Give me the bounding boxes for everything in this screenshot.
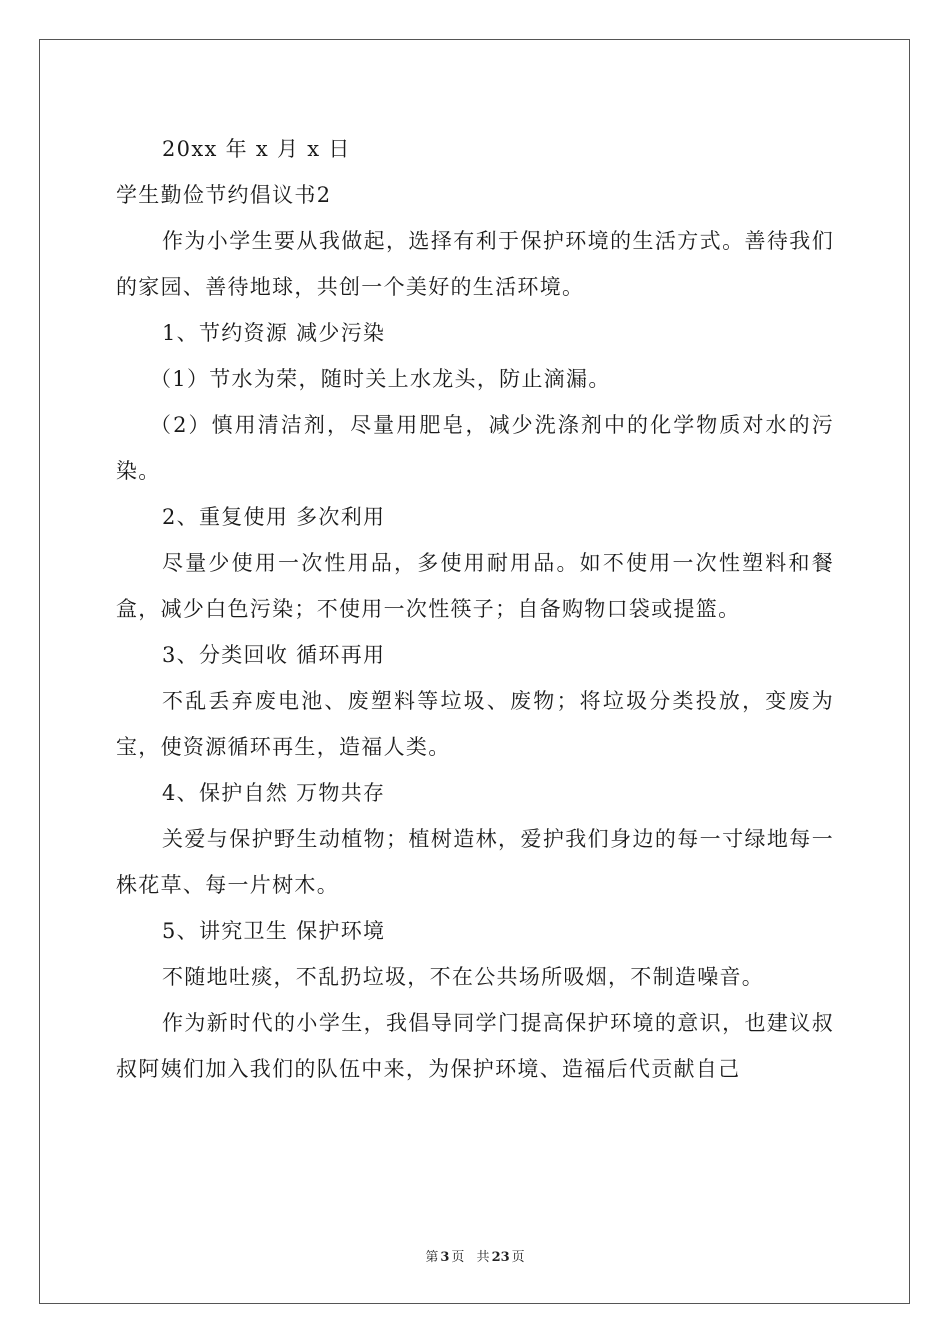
section-heading: 4、保护自然 万物共存 <box>162 781 386 805</box>
paragraph: 关爱与保护野生动植物；植树造林，爱护我们身边的每一寸绿地每一株花草、每一片树木。 <box>116 827 834 897</box>
section-heading: 3、分类回收 循环再用 <box>162 643 386 667</box>
document-body <box>116 126 834 1092</box>
paragraph: 不随地吐痰，不乱扔垃圾，不在公共场所吸烟，不制造噪音。 <box>162 965 765 989</box>
list-item: （2）慎用清洁剂，尽量用肥皂，减少洗涤剂中的化学物质对水的污染。 <box>116 413 834 483</box>
document-title: 学生勤俭节约倡议书2 <box>116 183 332 207</box>
section-heading: 5、讲究卫生 保护环境 <box>162 919 386 943</box>
page-footer <box>0 1246 950 1265</box>
list-item: （1）节水为荣，随时关上水龙头，防止滴漏。 <box>150 367 611 391</box>
paragraph: 作为新时代的小学生，我倡导同学门提高保护环境的意识，也建议叔叔阿姨们加入我们的队伍中来，为保护环境、造福后代贡献自己 <box>116 1011 834 1081</box>
paragraph: 尽量少使用一次性用品，多使用耐用品。如不使用一次性塑料和餐盒，减少白色污染；不使用一次性筷子；自备购物口袋或提篮。 <box>116 551 834 621</box>
paragraph: 作为小学生要从我做起，选择有利于保护环境的生活方式。善待我们的家园、善待地球，共创一个美好的生活环境。 <box>116 229 834 299</box>
section-heading: 1、节约资源 减少污染 <box>162 321 386 345</box>
section-heading: 2、重复使用 多次利用 <box>162 505 386 529</box>
page-number: 第 3 页 <box>425 1250 465 1265</box>
date-line: 20xx 年 x 月 x 日 <box>162 137 351 161</box>
page-total: 共 23 页 <box>476 1250 525 1265</box>
paragraph: 不乱丢弃废电池、废塑料等垃圾、废物；将垃圾分类投放，变废为宝，使资源循环再生，造福人类。 <box>116 689 834 759</box>
